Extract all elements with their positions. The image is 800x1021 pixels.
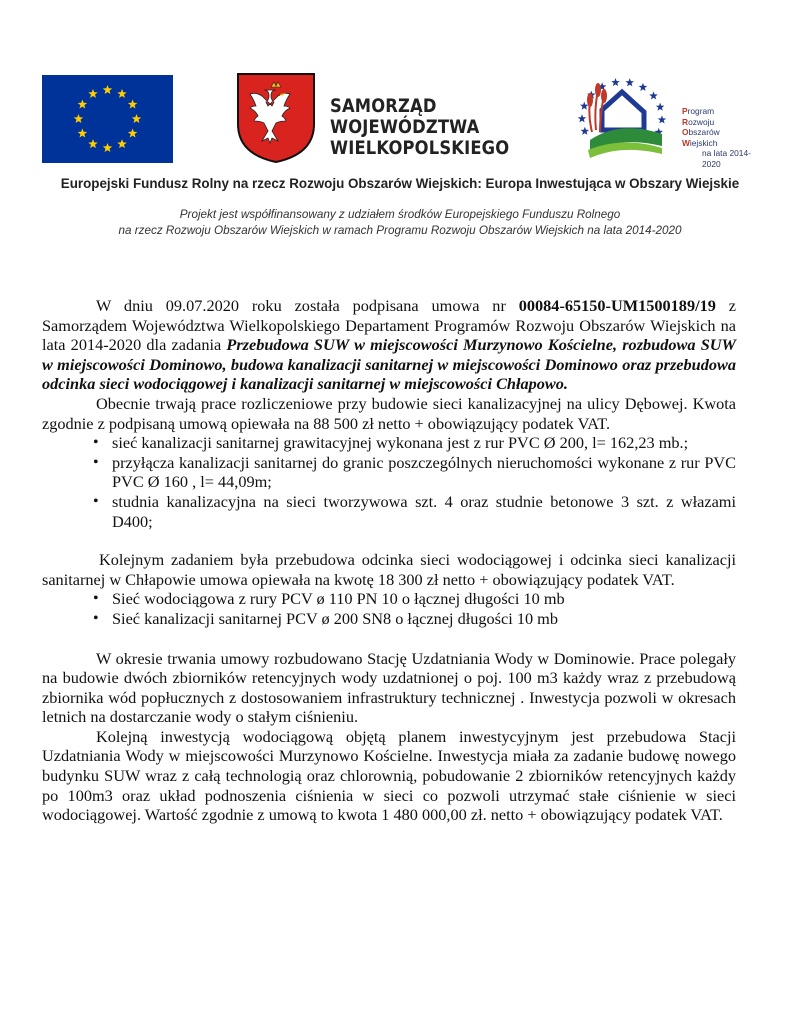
prow-cap-4: W (682, 137, 690, 148)
cofinancing-line-2: na rzecz Rozwoju Obszarów Wiejskich w ramach Programu Rozwoju Obszarów Wiejskich na lata 2014-2020 (118, 224, 682, 237)
prow-text (682, 106, 762, 169)
cofinancing-note (0, 207, 800, 239)
spacer (42, 531, 736, 550)
region-name (330, 96, 528, 159)
prow-rest-2: ozwoju (688, 116, 715, 127)
eu-stars-icon (42, 75, 173, 163)
prow-star-icon (639, 83, 648, 91)
list-item: • przyłącza kanalizacji sanitarnej do granic poszczególnych nieruchomości wykonane z rur PVC PVC Ø 160 , l= 44,09m; (112, 453, 736, 492)
list-item: • studnia kanalizacyjna na sieci tworzywowa szt. 4 oraz studnie betonowe 3 szt. z włazami D400; (112, 492, 736, 531)
paragraph-dominowo: W okresie trwania umowy rozbudowano Stację Uzdatniania Wody w Dominowie. Prace polegały na budowie dwóch zbiorników retencyjnych wody uzdatnionej o poj. 100 m3 każdy wraz z przebudową zbiornika wód popłucznych z dostosowaniem infrastruktury technicznej . Inwestycja pozwoli w okresach letnich na dostarczanie wody o stałym ciśnieniu. (42, 648, 736, 727)
prow-star-icon (611, 78, 620, 86)
contract-party: z Samorządem Województwa Wielkopolskiego Departament Programów Rozwoju Obszarów Wiejskich na lata 2014-2020 dla zadania (42, 296, 736, 355)
prow-star-icon (656, 103, 665, 111)
eu-flag-icon (42, 75, 173, 163)
region-name-line-2: WIELKOPOLSKIEGO (330, 137, 510, 159)
paragraph-status: Obecnie trwają prace rozliczeniowe przy budowie sieci kanalizacyjnej na ulicy Dębowej. Kwota zgodnie z podpisaną umową opiewała na 88 500 zł netto + obowiązujący podatek VAT. (42, 393, 736, 433)
prow-cap-2: R (682, 116, 689, 127)
paragraph-chlapowo: Kolejnym zadaniem była przebudowa odcinka sieci wodociągowej i odcinka sieci kanalizacji sanitarnej w Chłapowie umowa opiewała na kwotę 18 300 zł netto + obowiązujący podatek VAT. (42, 550, 736, 589)
spacer (42, 629, 736, 649)
sewer-scope-list (42, 433, 736, 531)
list-item: • Sieć kanalizacji sanitarnej PCV ø 200 SN8 o łącznej długości 10 mb (112, 609, 736, 629)
contract-number: 00084-65150-UM1500189/19 (518, 296, 716, 315)
prow-star-icon (625, 78, 634, 86)
logo-row (0, 0, 800, 175)
prow-star-icon (649, 91, 658, 99)
prow-star-icon (658, 115, 667, 123)
fund-title: Europejski Fundusz Rolny na rzecz Rozwoju Obszarów Wiejskich: Europa Inwestująca w Obszary Wiejskie (60, 176, 740, 191)
prow-logo-icon (570, 70, 670, 165)
prow-star-icon (581, 127, 590, 135)
document-body (42, 296, 736, 825)
task-name: Przebudowa SUW w miejscowości Murzynowo Kościelne, rozbudowa SUW w miejscowości Dominowo, budowa kanalizacji sanitarnej w miejscowości Dominowo oraz przebudowa odcinka sieci wodociągowej i kanalizacji sanitarnej w miejscowości Chłapowo. (42, 335, 736, 394)
prow-rest-3: bszarów (688, 127, 720, 137)
region-emblem-icon (236, 72, 316, 164)
chlapowo-scope-list (42, 589, 736, 628)
paragraph-contract (42, 296, 736, 394)
list-item: • sieć kanalizacji sanitarnej grawitacyjnej wykonana jest z rur PVC Ø 200, l= 162,23 mb.; (112, 433, 736, 453)
prow-rest-4: iejskich (689, 137, 718, 148)
cofinancing-line-1: Projekt jest współfinansowany z udziałem środków Europejskiego Funduszu Rolnego (179, 208, 621, 221)
paragraph-murzynowo: Kolejną inwestycją wodociągową objętą planem inwestycyjnym jest przebudowa Stacji Uzdatniania Wody w miejscowości Murzynowo Kościelne. Inwestycja miała za zadanie budowę nowego budynku SUW wraz z całą technologią oraz chlorownią, pobudowanie 2 zbiorników retencyjnych każdy po 100m3 oraz układ podnoszenia ciśnienia w sieci co pozwoli utrzymać stałe ciśnienie w sieci wodociągowej. Wartość zgodnie z umową to kwota 1 480 000,00 zł. netto + obowiązujący podatek VAT. (42, 726, 736, 825)
region-name-line-1: SAMORZĄD WOJEWÓDZTWA (330, 95, 480, 138)
prow-star-icon (578, 114, 587, 122)
list-item: • Sieć wodociągowa z rury PCV ø 110 PN 10 o łącznej długości 10 mb (112, 589, 736, 609)
prow-rest-1: rogram (687, 106, 715, 116)
prow-cap-1: P (682, 106, 688, 116)
contract-intro: W dniu 09.07.2020 roku została podpisana umowa nr (96, 296, 519, 315)
prow-star-icon (580, 102, 589, 110)
prow-cap-3: O (682, 127, 689, 137)
prow-years: na lata 2014-2020 (702, 148, 751, 169)
